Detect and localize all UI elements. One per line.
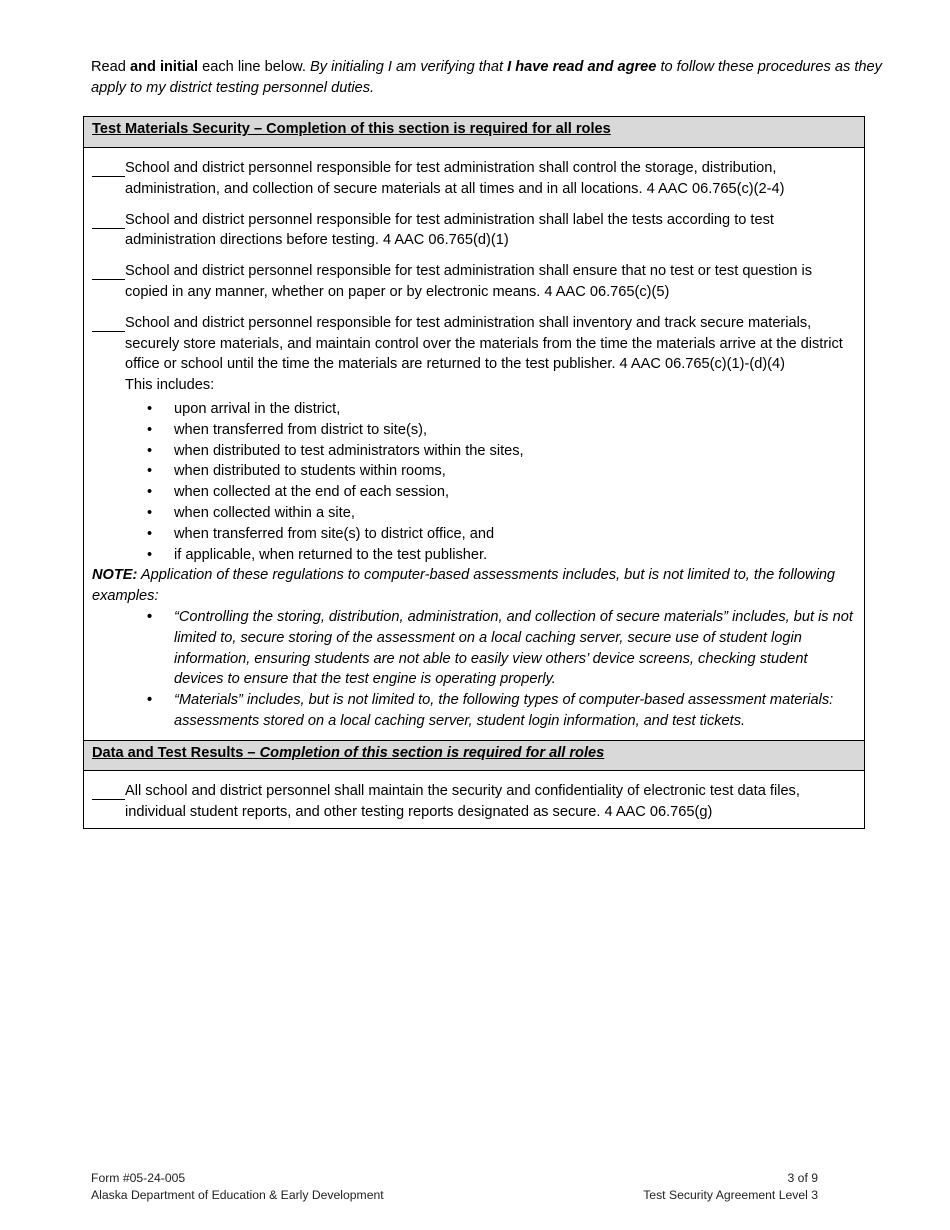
- initial-line-item: [92, 261, 856, 303]
- item-text: School and district personnel responsible for test administration shall ensure that no test or test question is copied in any manner, whether on paper or by electronic means. 4 AAC 06.765(c)(5): [125, 263, 813, 300]
- intro-italic: By initialing I am verifying that: [310, 59, 508, 75]
- bullet: •: [147, 442, 153, 459]
- intro-bold: and initial: [129, 59, 199, 75]
- list-item-text: when collected within a site,: [174, 504, 355, 521]
- footer-left: [91, 1170, 384, 1203]
- list-item: [92, 441, 856, 462]
- page-footer: [91, 1170, 818, 1203]
- bullet: •: [147, 400, 153, 417]
- section-body-data: [84, 771, 864, 829]
- intro-bold-italic: I have read and agree: [507, 59, 657, 75]
- list-item-text: when distributed to test administrators within the sites,: [174, 442, 524, 459]
- list-item: [92, 482, 856, 503]
- note-label: NOTE:: [92, 567, 138, 584]
- note-text: Application of these regulations to computer-based assessments includes, but is not limited to, the following examples:: [92, 567, 836, 605]
- bullet: •: [147, 608, 153, 625]
- list-item: [92, 690, 856, 732]
- intro-text: each line below.: [198, 59, 311, 75]
- list-item-text: “Materials” includes, but is not limited to, the following types of computer-based assessment materials: assessments stored on a local caching server, student login information, and test tickets.: [174, 692, 834, 729]
- list-item-text: upon arrival in the district,: [174, 400, 341, 417]
- list-item-text: when collected at the end of each session,: [174, 484, 450, 501]
- department-name: Alaska Department of Education & Early Development: [91, 1187, 384, 1202]
- list-item-text: when transferred from district to site(s),: [174, 421, 428, 438]
- bullet: •: [147, 484, 153, 501]
- section-body-materials: [84, 148, 864, 740]
- initial-blank[interactable]: [92, 781, 125, 823]
- list-item: [92, 545, 856, 566]
- section-heading-materials: [84, 117, 864, 148]
- form-number: Form #05-24-005: [91, 1171, 186, 1185]
- intro-paragraph: [91, 57, 891, 99]
- item-text: All school and district personnel shall maintain the security and confidentiality of electronic test data files, individual student reports, and other testing reports designated as secure. 4 AAC 06.765(g): [125, 782, 800, 820]
- document-title: Test Security Agreement Level 3: [643, 1187, 818, 1202]
- initial-line-item: [92, 158, 856, 200]
- list-item-text: when transferred from site(s) to district office, and: [174, 525, 495, 542]
- bullet: •: [147, 525, 153, 542]
- bullet: •: [147, 463, 153, 480]
- includes-list: [92, 399, 856, 565]
- list-item: [92, 607, 856, 690]
- note-paragraph: [92, 565, 856, 607]
- initial-blank[interactable]: [92, 313, 125, 396]
- initial-line-item: [92, 210, 856, 252]
- list-item: [92, 399, 856, 420]
- list-item: [92, 461, 856, 482]
- bullet: •: [147, 421, 153, 438]
- list-item-text: “Controlling the storing, distribution, administration, and collection of secure materials” includes, but is not limited to, secure storing of the assessment on a local caching server, secure use of student login information, ensuring students are not able to easily view others’ device screens, checking student devices to ensure that the test engine is operating properly.: [174, 608, 853, 688]
- item-content: [125, 313, 856, 396]
- list-item: [92, 420, 856, 441]
- section-heading-data: [84, 740, 864, 771]
- intro-text: Read: [91, 59, 130, 75]
- bullet: •: [147, 692, 153, 709]
- bullet: •: [147, 504, 153, 521]
- initial-line-item: [92, 781, 856, 823]
- initial-blank[interactable]: [92, 158, 125, 200]
- agreement-table: [83, 116, 865, 829]
- page-number: 3 of 9: [787, 1171, 818, 1185]
- section-title: [92, 745, 604, 761]
- section-title: Test Materials Security – Completion of this section is required for all roles: [92, 121, 611, 137]
- examples-list: [92, 607, 856, 732]
- list-item-text: if applicable, when returned to the test publisher.: [174, 546, 488, 563]
- includes-label: This includes:: [125, 377, 215, 394]
- section-title-italic: Completion of this section is required for all roles: [259, 744, 605, 761]
- footer-right: [643, 1170, 818, 1203]
- bullet: •: [147, 546, 153, 563]
- section-title-bold: Data and Test Results –: [92, 744, 260, 761]
- list-item: [92, 524, 856, 545]
- list-item: [92, 503, 856, 524]
- intro-italic: to follow these procedures as they apply to my district testing personnel duties.: [91, 59, 882, 96]
- initial-blank[interactable]: [92, 210, 125, 252]
- list-item-text: when distributed to students within rooms,: [174, 463, 446, 480]
- initial-line-item: [92, 313, 856, 396]
- item-text: School and district personnel responsible for test administration shall control the storage, distribution, administration, and collection of secure materials at all times and in all locations. 4 AAC 06.765(c)(2-4): [125, 160, 785, 197]
- initial-blank[interactable]: [92, 261, 125, 303]
- item-text: School and district personnel responsible for test administration shall inventory and track secure materials, securely store materials, and maintain control over the materials from the time the materials arrive at the district office or school until the time the materials are returned to the test publisher. 4 AAC 06.765(c)(1)-(d)(4): [125, 314, 843, 373]
- item-text: School and district personnel responsible for test administration shall label the tests according to test administration directions before testing. 4 AAC 06.765(d)(1): [125, 211, 774, 249]
